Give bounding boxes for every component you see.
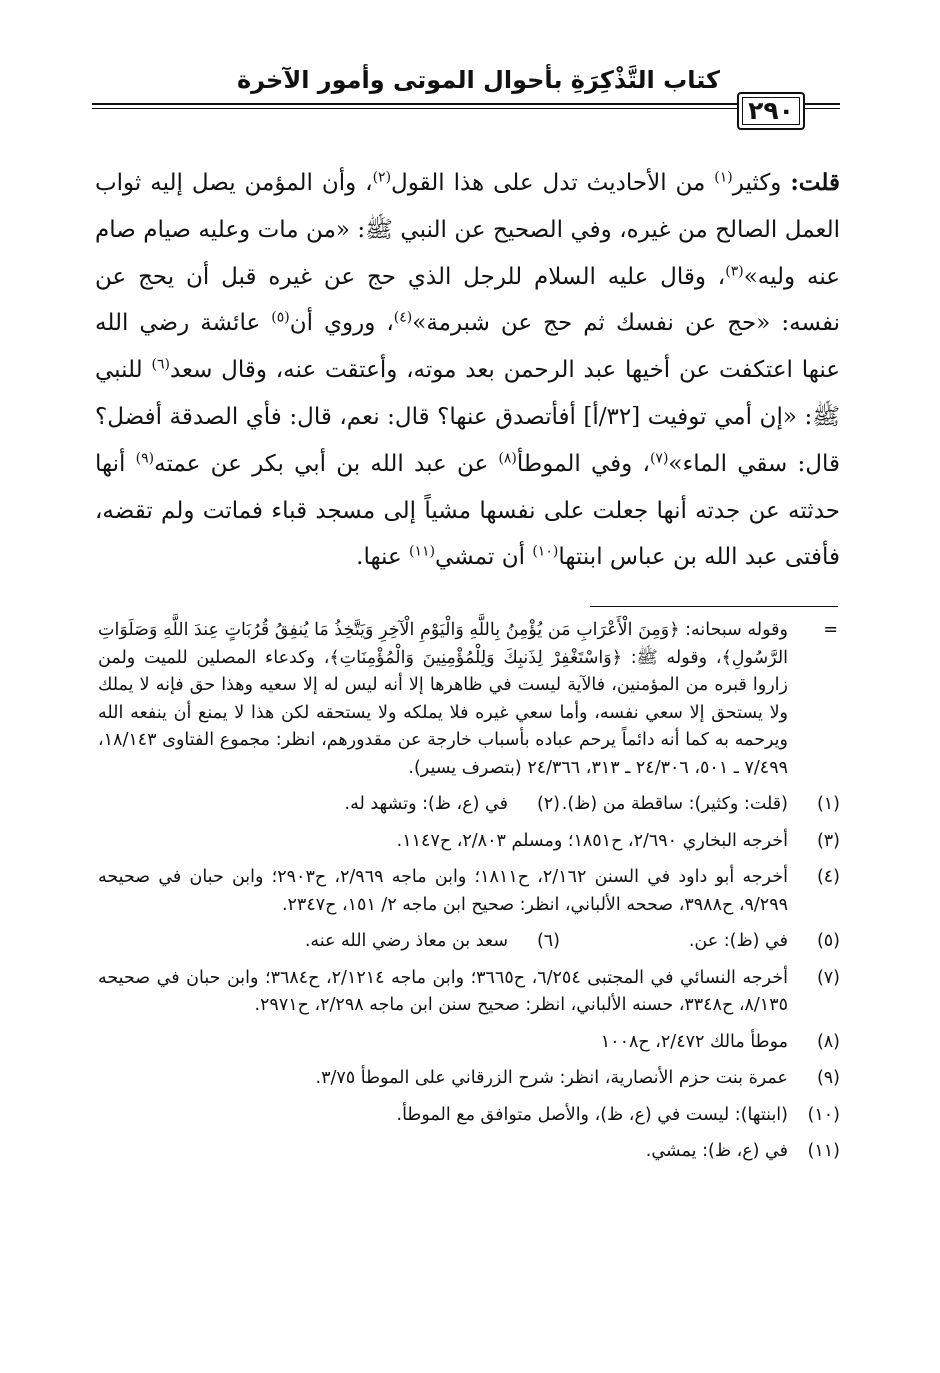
footnote-number: (١) xyxy=(816,794,840,814)
footnote-text: سعد بن معاذ رضي الله عنه. xyxy=(304,931,508,951)
footnote-number: (٢) xyxy=(536,794,560,814)
main-body: وكثير$^{(١)}$ من الأحاديث تدل على هذا القول$^{(٢)}$، وأن المؤمن يصل إليه ثواب العمل الصالح من غيره، وفي الصحيح عن النبي ﷺ: «من مات وعليه صيام صام عنه وليه»$^{(٣)}$، وقال عليه السلام للرجل الذي حج عن غيره قبل أن يحج عن نفسه: «حج عن نفسك ثم حج عن شبرمة»$^{(٤)}$، وروي أن$^{(٥)}$ عائشة رضي الله عنها اعتكفت عن أخيها عبد الرحمن بعد موته، وأعتقت عنه، وقال سعد$^{(٦)}$ للنبي ﷺ: «إن أمي توفيت [٣٢/أ] أفأتصدق عنها؟ قال: نعم، قال: فأي الصدقة أفضل؟ قال: سقي الماء»$^{(٧)}$، وفي الموطأ$^{(٨)}$ عن عبد الله بن أبي بكر عن عمته$^{(٩)}$ أنها حدثته عن جدته أنها جعلت على نفسها مشياً إلى مسجد قباء فماتت ولم تقضه، فأفتى عبد الله بن عباس ابنتها$^{(١٠)}$ أن تمشي$^{(١١)}$ عنها. xyxy=(95,169,841,571)
footnotes xyxy=(98,617,840,1166)
continuation-text: وقوله سبحانه: ﴿وَمِنَ الْأَعْرَابِ مَن يُؤْمِنُ بِاللَّهِ وَالْيَوْمِ الْآخِرِ وَيَتَّخِذُ مَا يُنفِقُ قُرُبَاتٍ عِندَ اللَّهِ وَصَلَوَاتِ الرَّسُولِ﴾، وقوله ﷺ: ﴿وَاسْتَغْفِرْ لِذَنبِكَ وَلِلْمُؤْمِنِينَ وَالْمُؤْمِنَاتِ﴾، وكدعاء المصلين للميت ولمن زاروا قبره من المؤمنين، فالآية ليست في ظاهرها إلا أنه ليس له إلا سعيه وهذا حق فإنه لا يملك ولا يستحق إلا سعي نفسه، وأما سعي غيره فلا يملكه ولا يستحقه لكن هذا لا يمنع أن ينفعه الله ويرحمه به كما أنه دائماً يرحم عباده بأسباب خارجة عن مقدورهم، انظر: مجموع الفتاوى ١٨/١٤٣، ٧/٤٩٩ ـ ٥٠١، ٢٤/٣٠٦ ـ ٣١٣، ٢٤/٣٦٦ (بتصرف يسير). xyxy=(98,620,789,778)
footnote-text: في (ظ): عن. xyxy=(688,931,788,951)
main-paragraph xyxy=(95,160,840,581)
footnote-text: (قلت: وكثير): ساقطة من (ظ). xyxy=(561,794,788,814)
footnote-11 xyxy=(98,1138,840,1166)
header-rule xyxy=(92,103,840,105)
footnote-number: (٥) xyxy=(816,931,840,951)
footnote-text: موطأ مالك ٢/٤٧٢، ح١٠٠٨ xyxy=(600,1031,788,1052)
footnote-text: في (ع، ظ): وتشهد له. xyxy=(344,794,508,814)
footnote-number: (٤) xyxy=(816,867,840,887)
footnote-row-1-2 xyxy=(98,791,840,819)
footnote-text: أخرجه أبو داود في السنن ٢/١٦٢، ح١٨١١؛ وابن ماجه ٢/٩٦٩، ح٢٩٠٣؛ وابن حبان في صحيحه ٩/٢٩٩، ح٣٩٨٨، صححه الألباني، انظر: صحيح ابن ماجه ٢/ ١٥١، ح٢٣٤٧. xyxy=(98,867,788,915)
continuation-mark: = xyxy=(823,620,838,640)
footnote-number: (٨) xyxy=(816,1031,840,1052)
footnote-text: في (ع، ظ): يمشي. xyxy=(645,1141,788,1161)
footnote-number: (٣) xyxy=(816,830,840,851)
footnote-continuation xyxy=(98,617,840,782)
footnote-text: (ابنتها): ليست في (ع، ظ)، والأصل متوافق مع الموطأ. xyxy=(396,1104,788,1125)
footnote-4 xyxy=(98,864,840,919)
footnote-separator xyxy=(590,606,838,607)
footnote-8 xyxy=(98,1029,840,1057)
page-number: ٢٩٠ xyxy=(737,92,805,130)
footnote-number: (٦) xyxy=(536,931,560,951)
footnote-9 xyxy=(98,1065,840,1093)
footnote-number: (١١) xyxy=(807,1141,840,1161)
header-rule-thin xyxy=(92,108,840,109)
footnote-3 xyxy=(98,828,840,856)
footnote-number: (٩) xyxy=(816,1068,840,1088)
footnote-text: عمرة بنت حزم الأنصارية، انظر: شرح الزرقاني على الموطأ ٣/٧٥. xyxy=(315,1068,788,1088)
lead-word: قلت: xyxy=(790,169,840,196)
footnote-10 xyxy=(98,1102,840,1130)
footnote-number: (١٠) xyxy=(807,1104,840,1125)
footnote-number: (٧) xyxy=(816,967,840,988)
footnote-7 xyxy=(98,965,840,1020)
footnote-text: أخرجه النسائي في المجتبى ٦/٢٥٤، ح٣٦٦٥؛ وابن ماجه ٢/١٢١٤، ح٣٦٨٤؛ وابن حبان في صحيحه ٨/١٣٥، ح٣٣٤٨، حسنه الألباني، انظر: صحيح سنن ابن ماجه ٢/٢٩٨، ح٢٩٧١. xyxy=(98,967,788,1015)
footnote-text: أخرجه البخاري ٢/٦٩٠، ح١٨٥١؛ ومسلم ٢/٨٠٣، ح١١٤٧. xyxy=(396,830,788,851)
running-header-title: كتاب التَّذْكِرَةِ بأحوال الموتى وأمور الآخرة xyxy=(236,66,720,94)
main-text xyxy=(95,160,840,581)
footnote-row-5-6 xyxy=(98,928,840,956)
